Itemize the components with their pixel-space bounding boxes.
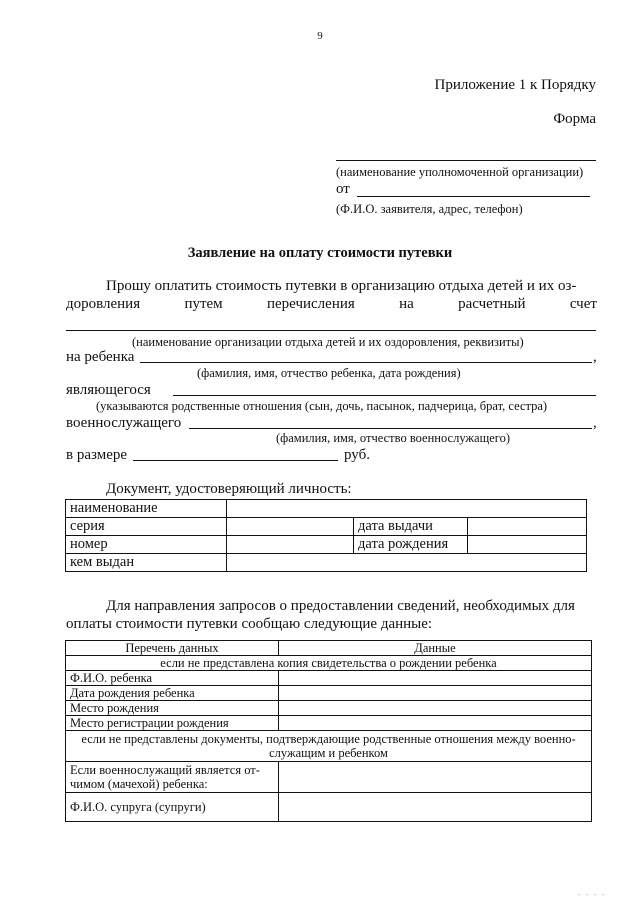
data-values-header: Данные	[279, 641, 592, 656]
table-row	[66, 716, 592, 731]
intro-word: доровления	[66, 296, 141, 312]
child-birth-date-cell[interactable]	[279, 686, 592, 701]
intro-word: на	[399, 296, 414, 312]
serviceman-line[interactable]	[189, 428, 592, 429]
birth-registration-place-cell[interactable]	[279, 716, 592, 731]
serviceman-caption: (фамилия, имя, отчество военнослужащего)	[276, 431, 510, 445]
intro-line-2	[66, 296, 597, 313]
form-label: Форма	[553, 111, 596, 127]
child-name-label: Ф.И.О. ребенка	[66, 671, 279, 686]
child-birth-date-label: Дата рождения ребенка	[66, 686, 279, 701]
id-name-cell[interactable]	[227, 500, 587, 518]
section-relationship-line-1: если не представлены документы, подтверждающие родственные отношения между военно-	[81, 732, 576, 746]
intro-word: расчетный	[458, 296, 526, 312]
spouse-name-cell[interactable]	[279, 793, 592, 822]
child-caption: (фамилия, имя, отчество ребенка, дата рождения)	[197, 366, 461, 380]
birth-place-cell[interactable]	[279, 701, 592, 716]
id-issued-by-cell[interactable]	[227, 554, 587, 572]
table-row	[66, 536, 587, 554]
intro-word: перечисления	[266, 296, 355, 312]
stepparent-cell[interactable]	[279, 762, 592, 793]
spouse-name-label: Ф.И.О. супруга (супруги)	[66, 793, 279, 822]
intro-line-1: Прошу оплатить стоимость путевки в организацию отдыха детей и их оз-	[106, 278, 577, 294]
section-birth-certificate: если не представлена копия свидетельства о рождении ребенка	[66, 656, 592, 671]
serviceman-label: военнослужащего	[66, 415, 182, 431]
serviceman-comma: ,	[593, 415, 597, 431]
intro-word: путем	[184, 296, 223, 312]
relation-label: являющегося	[66, 382, 151, 398]
relation-caption: (указываются родственные отношения (сын, дочь, пасынок, падчерица, брат, сестра)	[96, 399, 548, 413]
child-comma: ,	[593, 349, 597, 365]
id-number-label: номер	[66, 536, 227, 554]
appendix-label: Приложение 1 к Порядку	[434, 77, 596, 93]
table-row	[66, 641, 592, 656]
organization-caption: (наименование уполномоченной организации)	[336, 165, 584, 179]
stepparent-label	[66, 762, 279, 793]
birth-place-label: Место рождения	[66, 701, 279, 716]
id-number-cell[interactable]	[227, 536, 354, 554]
intro-word: счет	[569, 296, 597, 312]
applicant-line[interactable]	[357, 196, 590, 197]
table-row	[66, 793, 592, 822]
id-series-label: серия	[66, 518, 227, 536]
table-row	[66, 731, 592, 762]
applicant-caption: (Ф.И.О. заявителя, адрес, телефон)	[336, 202, 523, 216]
scan-marks: . . . .	[578, 888, 606, 897]
id-issue-date-cell[interactable]	[468, 518, 587, 536]
id-document-table	[65, 499, 587, 572]
amount-label: в размере	[66, 447, 128, 463]
requests-line-1: Для направления запросов о предоставлении сведений, необходимых для	[106, 598, 575, 614]
id-document-heading: Документ, удостоверяющий личность:	[106, 481, 352, 497]
organization-line[interactable]	[336, 160, 596, 161]
amount-unit: руб.	[344, 447, 370, 463]
table-row	[66, 671, 592, 686]
id-issued-by-label: кем выдан	[66, 554, 227, 572]
table-row	[66, 500, 587, 518]
section-relationship-line-2: служащим и ребенком	[269, 746, 388, 760]
birth-registration-place-label: Место регистрации рождения	[66, 716, 279, 731]
relation-line[interactable]	[173, 395, 596, 396]
id-issue-date-label: дата выдачи	[354, 518, 468, 536]
child-label: на ребенка	[66, 349, 135, 365]
requests-line-2: оплаты стоимости путевки сообщаю следующие данные:	[66, 616, 433, 632]
id-birth-date-label: дата рождения	[354, 536, 468, 554]
camp-organization-line[interactable]	[66, 330, 596, 331]
data-table	[65, 640, 592, 822]
id-birth-date-cell[interactable]	[468, 536, 587, 554]
table-row	[66, 518, 587, 536]
stepparent-line-1: Если военнослужащий является от-	[70, 763, 260, 777]
from-label: от	[336, 181, 350, 197]
amount-line[interactable]	[133, 460, 338, 461]
table-row	[66, 686, 592, 701]
table-row	[66, 701, 592, 716]
table-row	[66, 762, 592, 793]
table-row	[66, 554, 587, 572]
document-title: Заявление на оплату стоимости путевки	[187, 245, 453, 261]
child-line[interactable]	[140, 362, 592, 363]
section-relationship-documents	[66, 731, 592, 762]
id-series-cell[interactable]	[227, 518, 354, 536]
id-name-label: наименование	[66, 500, 227, 518]
table-row	[66, 656, 592, 671]
child-name-cell[interactable]	[279, 671, 592, 686]
data-list-header: Перечень данных	[66, 641, 279, 656]
stepparent-line-2: чимом (мачехой) ребенка:	[70, 777, 208, 791]
camp-organization-caption: (наименование организации отдыха детей и их оздоровления, реквизиты)	[132, 335, 524, 349]
page-number: 9	[317, 30, 323, 42]
